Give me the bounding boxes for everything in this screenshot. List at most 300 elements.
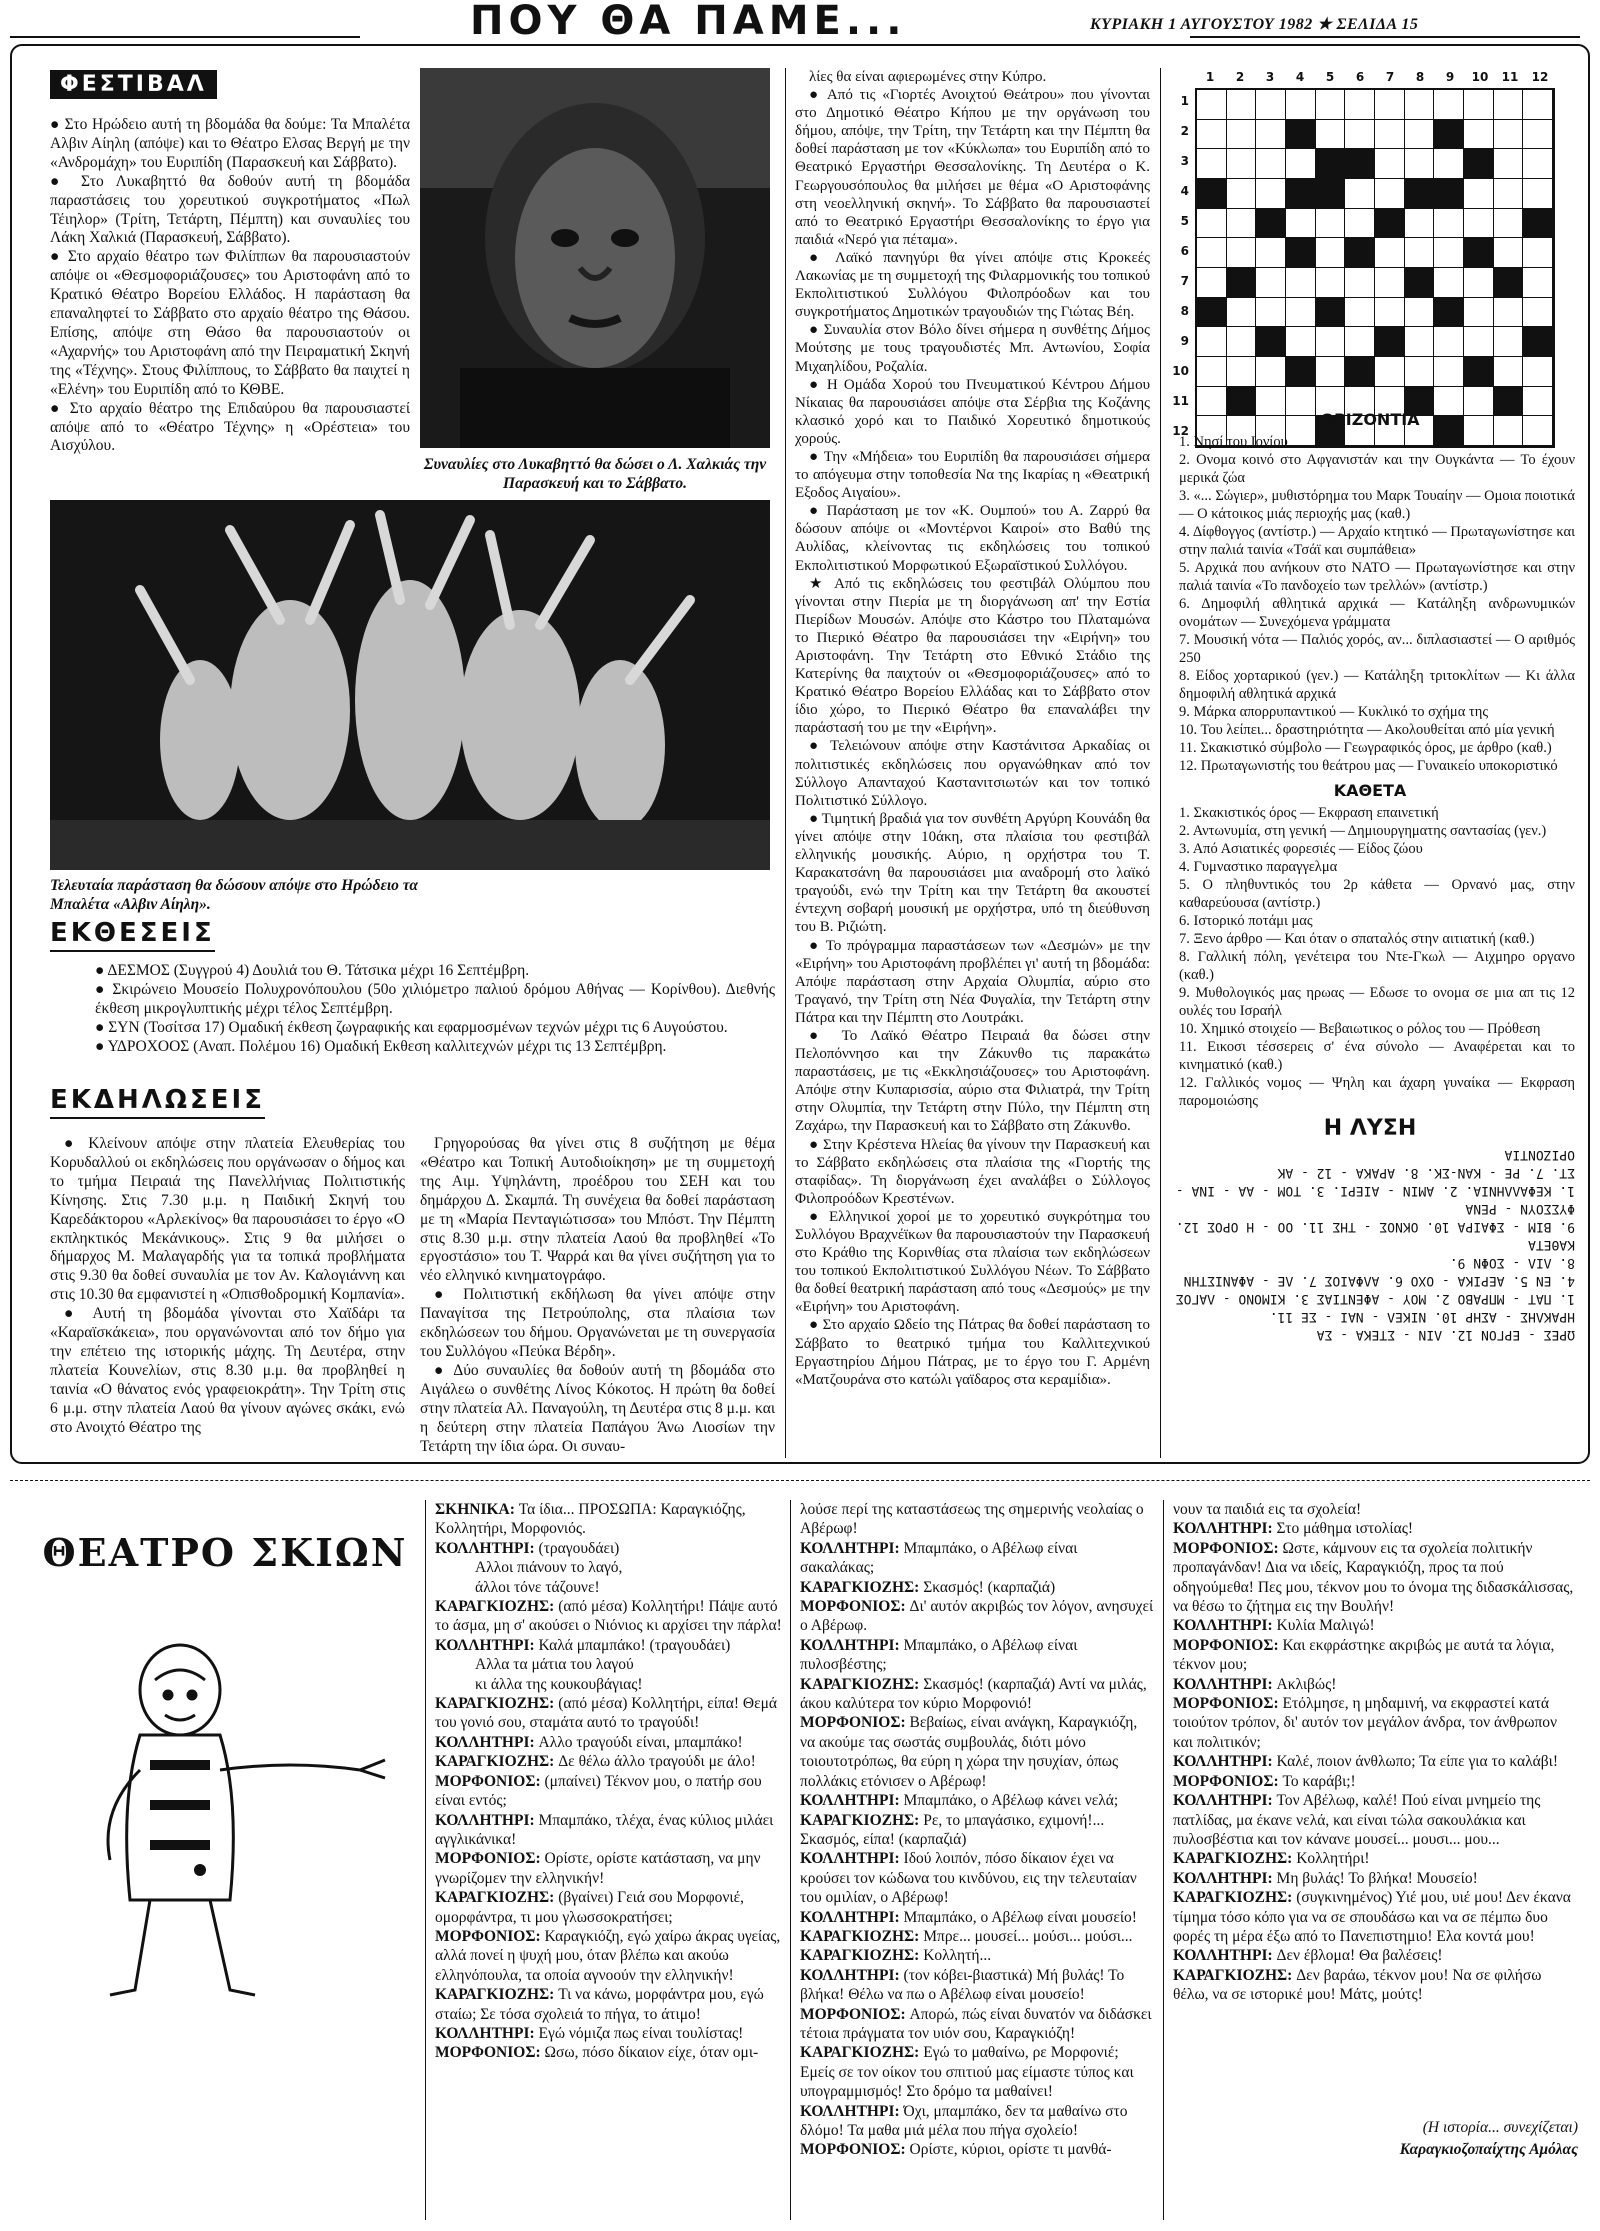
dialogue-line <box>1173 1869 1578 1888</box>
across-clue: 11. Σκακιστικό σύμβολο — Γεωγραφικός όρος, με άρθρο (καθ.) <box>1179 740 1552 756</box>
event-item: ● Στο αρχαίο Ωδείο της Πάτρας θα δοθεί παράσταση το Σάββατο το θεατρικό τμήμα του Καλλιτεχνικού Εργαστηρίου Δήμου Πάτρας, με το έργο του Γ. Αρμένη «Ματζουράνα στο κατώλι γαϊδαρος στα κεραμίδια». <box>795 1317 1150 1388</box>
festival-text <box>50 116 410 456</box>
dialogue-text: Κολλητήρι! <box>1296 1850 1370 1868</box>
crossword-cell <box>1316 268 1346 298</box>
crossword-block-cell <box>1197 298 1227 328</box>
crossword-cell <box>1256 120 1286 150</box>
dialogue-text: Ωσω, πόσο δίκαιον είχε, όταν ομι- <box>544 2044 759 2062</box>
crossword-cell <box>1197 327 1227 357</box>
crossword-row-number: 7 <box>1180 274 1189 288</box>
crossword-cell <box>1286 90 1316 120</box>
crossword-cell <box>1494 238 1524 268</box>
dialogue-line <box>1173 1849 1578 1868</box>
down-clue: 12. Γαλλικός νομος — Ψηλη και άχαρη γυναίκα — Εκφραση παρομοιώσης <box>1179 1075 1575 1109</box>
crossword-block-cell <box>1316 179 1346 209</box>
dialogue-text: Ωστε, κάμνουν εις τα σχολεία πολιτικήν προπαγάνδαν! Δια να ιδείς, Καραγκιόζη, προς τα πού οδηγούμεθα! Πες μου, τέκνον μου το όνομα της διδασκάλισσας, να θέσω το ζήτημα εις την Βουλήν! <box>1173 1539 1574 1616</box>
dialogue-text: Ορίστε, κύριοι, ορίστε τι μανθά- <box>909 2141 1112 2159</box>
crossword-cell <box>1345 179 1375 209</box>
dialogue-text: Μπαμπάκο, ο Αβέλωφ είναι μουσείο! <box>903 1908 1137 1926</box>
across-clues <box>1165 433 1575 775</box>
dialogue-line <box>800 2102 1155 2141</box>
speaker-name: ΚΟΛΛΗΤΗΡΙ: <box>1173 1869 1277 1887</box>
dialogue-line <box>435 2024 785 2043</box>
dialogue-text: Όχι, μπαμπάκο, δεν τα μαθαίνω στο δλόμο! Τα μαθα μιά μέλα που πήγα σχολείο! <box>800 2102 1128 2139</box>
dialogue-line <box>1173 1772 1578 1791</box>
speaker-name: ΚΟΛΛΗΤΗΡΙ: <box>435 2024 539 2042</box>
crossword-cell <box>1523 268 1553 298</box>
speaker-name: ΚΑΡΑΓΚΙΟΖΗΣ: <box>435 1986 559 2004</box>
dialogue-text: Μη βυλάς! Το βλήκα! Μουσείο! <box>1276 1869 1478 1887</box>
speaker-name: ΜΟΡΦΟΝΙΟΣ: <box>800 1714 910 1732</box>
dialogue-line <box>435 1655 785 1674</box>
crossword-row-number: 4 <box>1180 184 1189 198</box>
crossword-cell <box>1523 298 1553 328</box>
speaker-name: ΚΑΡΑΓΚΙΟΖΗΣ: <box>800 1811 924 1829</box>
speaker-name: ΜΟΡΦΟΝΙΟΣ: <box>800 2141 910 2159</box>
portrait-image <box>420 68 770 448</box>
dialogue-column-3 <box>1173 1500 1578 2005</box>
across-clue: 6. Δημοφιλή αθλητικά αρχικά — Κατάληξη ανδρωνυμικών ονομάτων — Συνεχόμενα γράμματα <box>1179 596 1575 630</box>
dialogue-text: Απορώ, πώς είναι δυνατόν να διδάσκει τέτοια πράγματα τον υιόν σου, Καραγκιόζη! <box>800 2005 1152 2042</box>
speaker-name: ΜΟΡΦΟΝΙΟΣ: <box>1173 1772 1283 1790</box>
crossword-cell <box>1434 90 1464 120</box>
dialogue-line <box>435 1849 785 1888</box>
down-clues <box>1165 804 1575 1110</box>
crossword-block-cell <box>1375 209 1405 239</box>
dialogue-text: Ορίστε, ορίστε κατάσταση, να μην γνωρίζομεν την ελληνικήν! <box>435 1850 761 1887</box>
dialogue-line <box>1173 1500 1578 1519</box>
crossword-block-cell <box>1434 120 1464 150</box>
speaker-name: ΜΟΡΦΟΝΙΟΣ: <box>1173 1636 1283 1654</box>
crossword-block-cell <box>1345 149 1375 179</box>
crossword-row-number: 3 <box>1180 154 1189 168</box>
dialogue-text: Δε θέλω άλλο τραγούδι με άλο! <box>558 1753 756 1771</box>
crossword-cell <box>1345 120 1375 150</box>
event-item: ★ Από τις εκδηλώσεις του φεστιβάλ Ολύμπου που γίνονται στην Πιερία με τη διοργάνωση απ' την Εστία Πιερίδων Μουσών. Απόψε στο Κάστρο του Πλαταμώνα το Πιερικό Θέατρο θα παρουσιάσει την «Ειρήνη» του Αριστοφάνη. Την Τετάρτη στο Εθνικό Στάδιο της Κατερίνης θα παιχτούν οι «Θεσμοφοριάζουσες» από το Κρατικό Θέατρο Βορείου Ελλάδας και το Σάββατο στον ίδιο χώρο, το Πιερικό Θέατρο θα επαναλάβει την παράστασή του με την «Ειρήνη». <box>795 575 1150 737</box>
solution-line: ΟΡΙΖΟΝΤΙΑ <box>1504 1147 1575 1162</box>
dialogue-text: Σκασμός! (καρπαζιά) Αντί να μιλάς, άκου καλύτερα τον κύριο Μορφονιό! <box>800 1675 1147 1713</box>
across-clue: 1. Νησί του Ιονίου <box>1179 434 1288 450</box>
crossword-cell <box>1316 90 1346 120</box>
crossword-cell <box>1227 179 1257 209</box>
solution-line: 9. ΒΙΜ - ΣΦΑΙΡΑ 10. ΟΚΝΟΣ - ΤΗΣ 11. ΟΟ - Η ΟΡΟΣ 12. ΦΥΣΣΟΥΝ - ΡΕΝΑ <box>1175 1201 1575 1234</box>
across-clue: 10. Του λείπει... δραστηριότητα — Ακολουθείται από μία γενική <box>1179 722 1555 738</box>
dialogue-line <box>1173 1616 1578 1635</box>
dialogue-text: Δι' αυτόν ακριβώς τον λόγον, ανησυχεί ο Αβέρωφ. <box>800 1598 1154 1635</box>
crossword-block-cell <box>1405 179 1435 209</box>
dialogue-text: νουν τα παιδιά εις τα σχολεία! <box>1173 1501 1362 1518</box>
solution-text <box>1165 1145 1575 1343</box>
dialogue-line <box>435 1752 785 1771</box>
dialogue-text: Κολλητή... <box>923 1947 992 1965</box>
dialogue-line <box>1173 1791 1578 1849</box>
crossword-cell <box>1464 268 1494 298</box>
down-clue: 1. Σκακιστικός όρος — Εκφραση επαινετική <box>1179 805 1439 821</box>
speaker-name: ΚΟΛΛΗΤΗΡΙ: <box>435 1733 539 1751</box>
crossword-row-number: 5 <box>1180 214 1189 228</box>
down-clue: 6. Ιστορικό ποτάμι μας <box>1179 913 1313 929</box>
crossword-cell <box>1405 238 1435 268</box>
crossword-cell <box>1405 327 1435 357</box>
crossword-cell <box>1494 149 1524 179</box>
crossword-cell <box>1227 327 1257 357</box>
festival-item: ● Στο Ηρώδειο αυτή τη βδομάδα θα δούμε: Τα Μπαλέτα Αλβιν Αίηλη (απόψε) και το Θέατρο Ελσας Βεργή με την «Ανδρομάχη» του Ευριπίδη (Παρασκευή και Σάββατο). <box>50 116 410 171</box>
crossword-cell <box>1434 327 1464 357</box>
crossword-cell <box>1197 149 1227 179</box>
crossword-cell <box>1434 357 1464 387</box>
dialogue-text: Ρε, το μπαγάσικο, εχιμονή!... Σκασμός, είπα! (καρπαζιά) <box>800 1811 1105 1848</box>
crossword-cell <box>1464 209 1494 239</box>
masthead-brand: ΠΟΥ ΘΑ ΠΑΜΕ... <box>470 0 907 44</box>
dialogue-line <box>800 1908 1155 1927</box>
crossword-cell <box>1227 209 1257 239</box>
crossword-column-number: 10 <box>1471 70 1489 84</box>
crossword-cell <box>1316 357 1346 387</box>
crossword-cell <box>1494 327 1524 357</box>
event-item: ● Παράσταση με τον «Κ. Ουμπού» του Α. Ζαρρύ θα δώσουν απόψε οι «Μοντέρνοι Καιροί» στο Βαθύ της Αυλίδας, κλείνοντας τις εκδηλώσεις του τοπικού Εκπολιτιστικού Μορφωτικού Εξωραϊστικού Συλλόγου. <box>795 503 1150 574</box>
dialogue-line <box>1173 1966 1578 2005</box>
dialogue-text: λούσε περί της καταστάσεως της σημερινής νεολαίας ο Αβέρωφ! <box>800 1501 1144 1538</box>
dialogue-line <box>1173 1539 1578 1617</box>
crossword-cell <box>1434 238 1464 268</box>
karagiozis-drawing <box>40 1600 420 2020</box>
dance-image <box>50 500 770 870</box>
crossword-cell <box>1286 298 1316 328</box>
speaker-name: ΚΑΡΑΓΚΙΟΖΗΣ: <box>435 1695 559 1713</box>
crossword-row-number: 2 <box>1180 124 1189 138</box>
speaker-name: ΚΑΡΑΓΚΙΟΖΗΣ: <box>435 1753 559 1771</box>
dialogue-line <box>435 1636 785 1655</box>
exhibitions-list <box>95 962 775 1057</box>
crossword-cell <box>1375 90 1405 120</box>
down-clue: 2. Αντωνυμία, στη γενική — Δημιουργηματης σαντασίας (γεν.) <box>1179 823 1547 839</box>
dialogue-line <box>435 1558 785 1577</box>
dialogue-text: (τραγουδάει) <box>538 1539 620 1557</box>
dialogue-line <box>800 1966 1155 2005</box>
speaker-name: ΚΟΛΛΗΤΗΡΙ: <box>800 1850 904 1868</box>
exhibition-item: ● ΔΕΣΜΟΣ (Συγγρού 4) Δουλιά του Θ. Τάτσικα μέχρι 16 Σεπτέμβρη. <box>95 962 530 979</box>
crossword-column-number: 5 <box>1325 70 1335 84</box>
crossword-cell <box>1494 179 1524 209</box>
crossword-cell <box>1256 90 1286 120</box>
dialogue-text: Τι να κάνω, μορφάντρα μου, εγώ σταίω; Σε τόσα σχολειά το πήγα, το άτιμο! <box>435 1986 764 2023</box>
dialogue-text: Δεν βαράω, τέκνον μου! Να σε φιλήσω θέλω, να σε ιστορικέ μου! Μάτς, μούτς! <box>1173 1966 1542 2004</box>
crossword <box>1165 68 1585 468</box>
crossword-cell <box>1375 120 1405 150</box>
crossword-block-cell <box>1197 179 1227 209</box>
crossword-cell <box>1256 149 1286 179</box>
down-clue: 5. Ο πληθυντικός του 2ρ κάθετα — Ορνανό μας, στην καθαρεύουσα (αντίστρ.) <box>1179 877 1575 911</box>
crossword-cell <box>1434 209 1464 239</box>
dialogue-text: Στο μάθημα ιστολίας! <box>1276 1520 1414 1538</box>
dialogue-text: (από μέσα) Κολλητήρι! Πάψε αυτό το άσμα, μη σ' ακούσει ο Νιόνιος κι αρχίσει την πάρλα! <box>435 1598 782 1635</box>
dialogue-verse: κι άλλα της κουκουβάγιας! <box>475 1675 643 1693</box>
event-item: ● Κλείνουν απόψε στην πλατεία Ελευθερίας του Κορυδαλλού οι εκδηλώσεις που οργάνωσαν ο δήμος και το τμήμα Πειραιά της Πανελλήνιας Πολιτιστικής Κίνησης. Στις 7.30 μ.μ. η Παιδική Σκηνή του Καρεδάκτορου «Αρλεκίνος» θα παρουσιάσει το έργο «Ο εκπληκτικός Μεκάνικους». Στις 9 θα μιλήσει ο δήμαρχος Μ. Μαλαγαρδής για τα τοπικά προβλήματα στις 9.30 θα δοθεί συναυλία με τον Αν. Καλογιάννη και στις 10.30 θα εμφανιστεί η «Οπισθοδρομική Κομπανία». <box>50 1135 405 1304</box>
dialogue-text: Αλλο τραγούδι είναι, μπαμπάκο! <box>538 1733 743 1751</box>
dialogue-line <box>800 1597 1155 1636</box>
crossword-cell <box>1197 90 1227 120</box>
crossword-block-cell <box>1375 327 1405 357</box>
karagiozis-illustration <box>40 1600 420 2020</box>
crossword-cell <box>1494 357 1524 387</box>
crossword-cell <box>1286 268 1316 298</box>
column-rule <box>1160 68 1161 1458</box>
speaker-name: ΜΟΡΦΟΝΙΟΣ: <box>1173 1695 1283 1713</box>
dialogue-line <box>800 1636 1155 1675</box>
across-clue: 7. Μουσική νότα — Παλιός χορός, αν... διπλασιαστεί — Ο αριθμός 250 <box>1179 632 1575 666</box>
crossword-column-number: 4 <box>1295 70 1305 84</box>
speaker-name: ΚΟΛΛΗΤΗΡΙ: <box>800 1636 904 1654</box>
event-item: ● Η Ομάδα Χορού του Πνευματικού Κέντρου Δήμου Νίκαιας θα παρουσιάσει απόψε στα Σέρβια της Κοζάνης κλασικό χορό και το Παιδικό Χορευτικό δημοτικούς χορούς. <box>795 376 1150 447</box>
dialogue-text: Ακλιβώς! <box>1276 1675 1337 1693</box>
speaker-name: ΜΟΡΦΟΝΙΟΣ: <box>435 1772 545 1790</box>
solution-line: 1. ΠΑΤ - ΜΠΡΑΒΟ 2. ΜΟΥ - ΑΦΕΝΤΙΑΣ 3. ΚΙΜΟΝΟ - ΛΑΓΟΣ 4. ΕΝ 5. ΑΕΡΙΚΑ - ΟΧΟ 6. ΑΛΦΑΙΟΣ 7. ΛΕ - ΑΦΑΝΙΣΤΗΝ 8. ΛΙΛ - ΣΟΦΝ 9. <box>1175 1255 1575 1306</box>
crossword-block-cell <box>1345 238 1375 268</box>
dialogue-line <box>435 1694 785 1733</box>
crossword-block-cell <box>1286 179 1316 209</box>
crossword-cell <box>1286 209 1316 239</box>
dialogue-line <box>800 1500 1155 1539</box>
column-rule <box>425 1500 426 2220</box>
masthead-rule-right <box>1190 36 1580 38</box>
exhibition-item: ● ΥΔΡΟΧΟΟΣ (Αναπ. Πολέμου 16) Ομαδική Εκθεση καλλιτεχνών μέχρι τις 13 Σεπτέμβρη. <box>95 1037 667 1055</box>
speaker-name: ΚΟΛΛΗΤΗΡΙ: <box>800 1908 904 1926</box>
crossword-cell <box>1405 149 1435 179</box>
crossword-cell <box>1197 357 1227 387</box>
dialogue-text: Τα ίδια... ΠΡΟΣΩΠΑ: Καραγκιόζης, Κολλητήρι, Μορφονιός. <box>435 1501 746 1538</box>
event-item: ● Συναυλία στον Βόλο δίνει σήμερα η συνθέτης Δήμος Μούτσης με τους τραγουδιστές Μπ. Αντωνίου, Σοφία Μιχαηλίδου, Ροζαλία. <box>795 322 1150 375</box>
solution-line: ΩΡΕΣ - ΕΡΓΟΝ 12. ΛΙΝ - ΣΤΕΚΑ - ΣΑ <box>1316 1327 1575 1342</box>
crossword-cell <box>1464 298 1494 328</box>
speaker-name: ΚΟΛΛΗΤΗΡΙ: <box>1173 1617 1277 1635</box>
across-clue: 12. Πρωταγωνιστής του θεάτρου μας — Γυναικείο υποκοριστικό <box>1179 758 1558 774</box>
crossword-cell <box>1523 120 1553 150</box>
crossword-cell <box>1227 120 1257 150</box>
dialogue-text: Κυλία Μαλιγώ! <box>1276 1617 1375 1635</box>
crossword-block-cell <box>1316 149 1346 179</box>
dialogue-line <box>800 1791 1155 1810</box>
dialogue-text: Καραγκιόζη, εγώ χαίρω άκρας υγείας, αλλά πονεί η ψυχή μου, όταν βλέπω και ακούω ελληνόπουλα, τα οποία αγνοούν την ελληνικήν! <box>435 1927 781 1984</box>
dance-photo <box>50 500 770 870</box>
speaker-name: ΚΑΡΑΓΚΙΟΖΗΣ: <box>435 1598 559 1616</box>
speaker-name: ΜΟΡΦΟΝΙΟΣ: <box>435 1927 545 1945</box>
exhibition-item: ● Σκιρώνειο Μουσείο Πολυχρονόπουλου (50ο χιλιόμετρο παλιού δρόμου Αθήνας — Κορίνθου). Διεθνής έκθεση μικρογλυπτικής μέχρι τέλος Σεπτέμβρη. <box>95 980 775 1017</box>
speaker-name: ΚΑΡΑΓΚΙΟΖΗΣ: <box>800 1675 924 1693</box>
crossword-block-cell <box>1464 357 1494 387</box>
dialogue-text: Μπρε... μουσεί... μούσι... μούσι... <box>923 1927 1133 1945</box>
crossword-block-cell <box>1286 238 1316 268</box>
dialogue-line <box>435 2043 785 2062</box>
column-rule <box>785 68 786 1458</box>
continued-note: (Η ιστορία... συνεχίζεται) <box>1422 2119 1578 2136</box>
crossword-cell <box>1197 120 1227 150</box>
dialogue-line <box>435 1675 785 1694</box>
crossword-column-number: 11 <box>1501 70 1519 84</box>
crossword-cell <box>1345 209 1375 239</box>
dance-caption: Τελευταία παράσταση θα δώσουν απόψε στο Ηρώδειο τα Μπαλέτα «Αλβιν Αίηλη». <box>50 877 418 913</box>
crossword-cell <box>1227 238 1257 268</box>
crossword-column-number: 1 <box>1205 70 1215 84</box>
event-item: ● Στην Κρέστενα Ηλείας θα γίνουν την Παρασκευή και το Σάββατο εκδηλώσεις στα πλαίσια της «Γιορτής της σταφίδας». Τη διοργάνωση έχει αναλάβει ο Σύλλογος Φιλοπροόδων Κρεστένων. <box>795 1136 1150 1207</box>
speaker-name: ΚΟΛΛΗΤΗΡΙ: <box>800 1966 904 1984</box>
dialogue-line <box>435 1500 785 1539</box>
crossword-cell <box>1523 238 1553 268</box>
dialogue-line <box>435 1578 785 1597</box>
dialogue-text: Μπαμπάκο, ο Αβέλωφ κάνει νελά; <box>903 1792 1119 1810</box>
speaker-name: ΜΟΡΦΟΝΙΟΣ: <box>1173 1539 1283 1557</box>
dialogue-line <box>800 1946 1155 1965</box>
crossword-block-cell <box>1523 209 1553 239</box>
dialogue-line <box>1173 1752 1578 1771</box>
dialogue-text: Το καράβι;! <box>1282 1772 1356 1790</box>
crossword-cell <box>1316 209 1346 239</box>
portrait-photo <box>420 68 770 448</box>
event-item: λίες θα είναι αφιερωμένες στην Κύπρο. <box>809 69 1047 85</box>
down-clue: 7. Ξενο άρθρο — Και όταν ο σπαταλός στην αιτιατική (καθ.) <box>1179 931 1535 947</box>
crossword-column-number: 6 <box>1355 70 1365 84</box>
crossword-block-cell <box>1256 209 1286 239</box>
speaker-name: ΚΟΛΛΗΤΗΡΙ: <box>435 1539 539 1557</box>
dialogue-text: Εγώ το μαθαίνω, ρε Μορφονιέ; Εμείς σε τον οίκον του σπιτιού μας είμαστε τύπος και υπογραμμισμός! Στο δρόμο τα μαθαίνει! <box>800 2044 1134 2101</box>
solution-line: ΚΑΘΕΤΑ <box>1528 1237 1575 1252</box>
speaker-name: ΚΟΛΛΗΤΗΡΙ: <box>800 1792 904 1810</box>
dialogue-line <box>435 1888 785 1927</box>
crossword-column-number: 9 <box>1445 70 1455 84</box>
crossword-cell <box>1345 298 1375 328</box>
events-column-1 <box>50 1135 405 1438</box>
down-clue: 10. Χημικό στοιχείο — Βεβαιωτικος ο ρόλος του — Πρόθεση <box>1179 1021 1541 1037</box>
dialogue-line <box>1173 1636 1578 1675</box>
crossword-block-cell <box>1227 268 1257 298</box>
dialogue-text: Καλά μπαμπάκο! (τραγουδάει) <box>538 1636 731 1654</box>
crossword-cell <box>1286 327 1316 357</box>
dialogue-text: Μπαμπάκο, ο Αβέλωφ είναι σακαλάκας; <box>800 1539 1078 1577</box>
crossword-cell <box>1405 298 1435 328</box>
events-heading: ΕΚΔΗΛΩΣΕΙΣ <box>50 1085 265 1119</box>
down-clue: 4. Γυμναστικο παραγγελμα <box>1179 859 1338 875</box>
across-clue: 2. Ονομα κοινό στο Αφγανιστάν και την Ουγκάντα — Το έχουν μερικά ζώα <box>1179 452 1575 486</box>
speaker-name: ΜΟΡΦΟΝΙΟΣ: <box>800 2005 910 2023</box>
crossword-cell <box>1405 357 1435 387</box>
crossword-column-number: 12 <box>1531 70 1549 84</box>
speaker-name: ΚΟΛΛΗΤΗΡΙ: <box>435 1811 539 1829</box>
festival-item: ● Στο αρχαίο θέατρο των Φιλίππων θα παρουσιαστούν απόψε οι «Θεσμοφοριάζουσες» του Αριστοφάνη από το Κρατικό Θέατρο Βορείου Ελλάδος. Η παράσταση θα επαναληφτεί το Σάββατο στο αρχαίο θέατρο της Θάσου. Επίσης, απόψε στη Θάσο θα παρουσιαστούν οι «Αχαρνής» του Αριστοφάνη από την Πειραματική Σκηνή της «Τέχνης». Στους Φιλίππους, το Σάββατο θα παιχτεί η «Ελένη» του Ευριπίδη από το ΚΘΒΕ. <box>50 248 410 398</box>
crossword-cell <box>1405 90 1435 120</box>
crossword-block-cell <box>1494 268 1524 298</box>
dialogue-line <box>800 1713 1155 1791</box>
crossword-row-number: 9 <box>1180 334 1189 348</box>
event-item: ● Από τις «Γιορτές Ανοιχτού Θεάτρου» που γίνονται στο Δημοτικό Θέατρο Κήπου με την οργάνωση του δήμου, απόψε, την Τρίτη, την Τετάρτη και την Πέμπτη θα δοθεί παράσταση με τον «Κύκλωπα» του Ευριπίδη από το Θεατρικό Εργαστήρι Θεσσαλονίκης. Τη Δευτέρα ο Κ. Γεωργουσόπουλος θα μιλήσει με θέμα «Ο Αριστοφάνης στη νεοελληνική σκηνή». Το Σάββατο θα παρουσιαστεί από το Θεατρικό Εργαστήρι Θεσσαλονίκης το έργο για παιδιά «Νερό για πέταμα». <box>795 87 1150 248</box>
crossword-cell <box>1434 268 1464 298</box>
masthead <box>0 0 1600 44</box>
crossword-row-number: 11 <box>1172 394 1189 408</box>
speaker-name: ΚΟΛΛΗΤΗΡΙ: <box>1173 1675 1277 1693</box>
dialogue-line <box>800 2005 1155 2044</box>
dialogue-text: Και εκφράστηκε ακριβώς με αυτά τα λόγια, τέκνον μου; <box>1173 1636 1555 1674</box>
dialogue-line <box>1173 1694 1578 1752</box>
dialogue-column-2 <box>800 1500 1155 2160</box>
crossword-cell <box>1256 238 1286 268</box>
dialogue-text: Σκασμός! (καρπαζιά) <box>923 1578 1056 1596</box>
down-clue: 9. Μυθολογικός μας ηρωας — Εδωσε το ονομα σε μια απ τις 12 ουλές του Ισραήλ <box>1179 985 1575 1019</box>
solution-line: 1. ΚΕΦΑΛΛΗΝΙΑ. 2. ΑΜΙΝ - ΑΙΕΡΙ. 3. ΤΟΜ - ΑΑ - ΙΝΑ - ΣΤ. 7. ΡΕ - ΚΑΝ-ΣΚ. 8. ΑΡΑΚΑ - 12 - ΑΚ <box>1175 1165 1575 1198</box>
crossword-cell <box>1256 298 1286 328</box>
crossword-cell <box>1316 327 1346 357</box>
crossword-grid <box>1195 88 1555 448</box>
crossword-cell <box>1523 90 1553 120</box>
speaker-name: ΚΟΛΛΗΤΗΡΙ: <box>435 1636 539 1654</box>
speaker-name: ΚΑΡΑΓΚΙΟΖΗΣ: <box>800 1927 924 1945</box>
crossword-cell <box>1523 149 1553 179</box>
section-divider <box>10 1480 1590 1481</box>
event-item: ● Δύο συναυλίες θα δοθούν αυτή τη βδομάδα στο Αιγάλεω ο συνθέτης Λίνος Κόκοτος. Η πρώτη θα δοθεί στην πλατεία Αλ. Παναγούλη, τη Δευτέρα στις 8 μ.μ. και η δεύτερη στην πλατεία Παπάγου Άνω Λιοσίων την Τετάρτη την ίδια ώρα. Οι συναυ- <box>420 1361 775 1455</box>
masthead-rule-left <box>10 36 360 38</box>
shadow-theatre-title: ΘΕΑΤΡΟ ΣΚΙΩΝ <box>42 1530 408 1575</box>
crossword-cell <box>1256 357 1286 387</box>
crossword-cell <box>1197 238 1227 268</box>
speaker-name: ΚΑΡΑΓΚΙΟΖΗΣ: <box>1173 1850 1297 1868</box>
dialogue-line <box>435 1927 785 1985</box>
crossword-cell <box>1286 149 1316 179</box>
crossword-row-number: 1 <box>1180 94 1189 108</box>
speaker-name: ΜΟΡΦΟΝΙΟΣ: <box>800 1598 910 1616</box>
dialogue-verse: Αλλα τα μάτια του λαγού <box>475 1656 634 1674</box>
dialogue-verse: Αλλοι πιάνουν το λαγό, <box>475 1559 623 1577</box>
crossword-cell <box>1523 357 1553 387</box>
event-item: ● Το Λαϊκό Θέατρο Πειραιά θα δώσει στην Πελοπόννησο και την Ζάκυνθο τις παρακάτω παραστάσεις, με τις «Εκκλησιάζουσες» του Αριστοφάνη. Απόψε στην Κυπαρισσία, αύριο στα Φιλιατρά, την Τρίτη στην Ολυμπία, την Τετάρτη στην Πύλο, την Πέμπτη στη Ζαχάρω, την Παρασκευή και το Σάββατο στη Ζάκυνθο. <box>795 1027 1150 1135</box>
dialogue-line <box>1173 1519 1578 1538</box>
exhibitions-heading: ΕΚΘΕΣΕΙΣ <box>50 918 215 952</box>
dialogue-line <box>435 1733 785 1752</box>
speaker-name: ΜΟΡΦΟΝΙΟΣ: <box>435 1850 545 1868</box>
event-item: ● Λαϊκό πανηγύρι θα γίνει απόψε στις Κροκεές Λακωνίας με τη συμμετοχή της Φιλαρμονικής του τοπικού Εκπολιτιστικού Συλλόγου Φιλοπρόοδων και του συγκροτήματος Δημοτικών τραγουδιών της Γιώτας Βέη. <box>795 249 1150 321</box>
dialogue-line <box>1173 1888 1578 1946</box>
crossword-block-cell <box>1286 120 1316 150</box>
masthead-dateline: ΚΥΡΙΑΚΗ 1 ΑΥΓΟΥΣΤΟΥ 1982 ★ ΣΕΛΙΔΑ 15 <box>1090 16 1419 33</box>
crossword-cell <box>1375 268 1405 298</box>
dialogue-text: (τον κόβει-βιαστικά) Μή βυλάς! Το βλήκα! Θέλω να πω ο Αβέλωφ είναι μουσείο! <box>800 1966 1125 2004</box>
crossword-cell <box>1494 298 1524 328</box>
down-clue: 11. Εικοσι τέσσερεις σ' ένα σύνολο — Αναφέρεται και το κινηματικό (καθ.) <box>1179 1039 1575 1073</box>
crossword-row-number: 6 <box>1180 244 1189 258</box>
festival-heading: ΦΕΣΤΙΒΑΛ <box>50 70 217 99</box>
dialogue-line <box>435 1772 785 1811</box>
down-heading: ΚΑΘΕΤΑ <box>1333 781 1407 800</box>
dialogue-column-1 <box>435 1500 785 2063</box>
crossword-block-cell <box>1405 268 1435 298</box>
events-column-3 <box>795 68 1150 1389</box>
across-clue: 5. Αρχικά που ανήκουν στο ΝΑΤΟ — Πρωταγωνίστησε και στην παλιά ταινία «Το πανδοχείο των τρελλών» (αντίστρ.) <box>1179 560 1575 594</box>
festival-item: ● Στο αρχαίο θέατρο της Επιδαύρου θα παρουσιαστεί απόψε από το «Θέατρο Τέχνης» η «Ορέστεια» του Αισχύλου. <box>50 399 410 455</box>
dialogue-line <box>800 2140 1155 2159</box>
dialogue-line <box>800 1811 1155 1850</box>
dialogue-text: (από μέσα) Κολλητήρι, είπα! Θεμά του γονιό σου, σταμάτα αυτό το τραγούδι! <box>435 1695 778 1732</box>
dialogue-text: Καλέ, ποιον άνθλωπο; Τα είπε για το καλάβι! <box>1276 1753 1558 1771</box>
crossword-column-number: 8 <box>1415 70 1425 84</box>
events-column-2 <box>420 1135 775 1456</box>
column-rule <box>790 1500 791 2220</box>
dialogue-text: (μπαίνει) Τέκνον μου, ο πατήρ σου είναι εντός; <box>435 1772 762 1810</box>
crossword-cell <box>1227 149 1257 179</box>
event-item: ● Ελληνικοί χοροί με το χορευτικό συγκρότημα του Συλλόγου Βραχνέϊκων θα παρουσιαστούν την Παρασκευή στο Κράθιο της Κορινθίας στα πλαίσια των εκδηλώσεων του τοπικού Εκπολιτιστικού Συλλόγου Νέων. Το Σάββατο θα δοθεί θεατρική παράσταση από τους «Δεσμούς» με την «Ειρήνη» του Αριστοφάνη. <box>795 1208 1150 1316</box>
crossword-clues <box>1165 410 1575 1343</box>
crossword-cell <box>1345 327 1375 357</box>
crossword-row-number: 8 <box>1180 304 1189 318</box>
crossword-block-cell <box>1464 238 1494 268</box>
dialogue-line <box>800 1675 1155 1714</box>
crossword-cell <box>1464 90 1494 120</box>
crossword-cell <box>1494 90 1524 120</box>
